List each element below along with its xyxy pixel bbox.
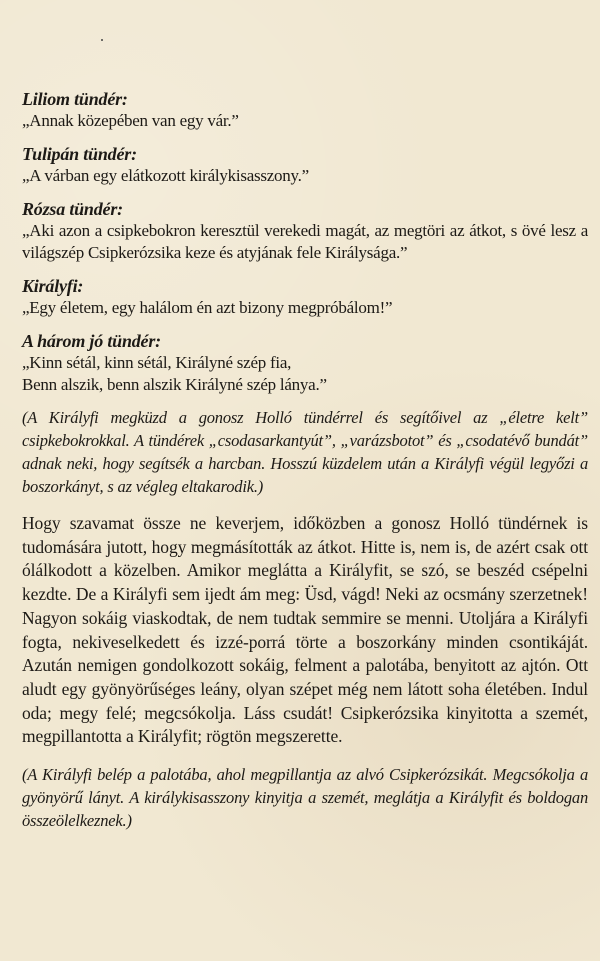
verse-line-2: Benn alszik, benn alszik Királyné szép lánya.”: [22, 375, 327, 394]
line-tulipan: „A várban egy elátkozott királykisasszony.”: [22, 166, 309, 185]
line-kiralyfi: „Egy életem, egy halálom én azt bizony megpróbálom!”: [22, 298, 393, 317]
print-speck: [101, 39, 103, 41]
narrative-paragraph: Hogy szavamat össze ne keverjem, időközben a gonosz Holló tündérnek is tudomására jutott, hogy megmásították az átkot. Hitte is, nem is, de azért csak ott ólálkodott a közelben. Amikor meglátta a Királyfit, se szó, se beszéd csépelni kezdte. De a Királyfi sem ijedt ám meg: Üsd, vágd! Neki az ocsmány szerzetnek! Nagyon sokáig viaskodtak, de nem tudtak semmire se menni. Utoljára a Királyfi fogta, nekiveselkedett és izzé-porrá törte a boszorkány minden csontikáját. Azután nemigen gondolkozott sokáig, felment a palotába, benyitott az ajtón. Ott aludt egy gyönyörűséges leány, olyan szépet még nem látott soha életében. Indul oda; megy felé; megcsókolja. Láss csudát! Csipkerózsika kinyitotta a szemét, megpillantotta a Királyfit; rögtön megszerette.: [22, 513, 588, 747]
speaker-harom-tunder: A három jó tündér:: [22, 331, 161, 351]
line-liliom: „Annak közepében van egy vár.”: [22, 111, 239, 130]
speaker-kiralyfi: Királyfi:: [22, 276, 84, 296]
stage-direction-1: (A Királyfi megküzd a gonosz Holló tündérrel és segítőivel az „életre kelt” csipkebokrokkal. A tündérek „csodasarkantyút”, „varázsbotot” és „csodatévő bundát” adnak neki, hogy segítsék a harcban. Hosszú küzdelem után a Királyfi végül legyőzi a boszorkányt, s az végleg eltakarodik.): [22, 408, 588, 496]
stage-direction-2: (A Királyfi belép a palotába, ahol megpillantja az alvó Csipkerózsikát. Megcsókolja a gyönyörű lányt. A királykisasszony kinyitja a szemét, meglátja a Királyfit és boldogan összeölelkeznek.): [22, 765, 588, 831]
speaker-liliom: Liliom tündér:: [22, 89, 128, 109]
verse-line-1: „Kinn sétál, kinn sétál, Királyné szép fia,: [22, 353, 292, 372]
line-harom-tunder: [22, 352, 588, 396]
speaker-tulipan: Tulipán tündér:: [22, 144, 137, 164]
line-rozsa: „Aki azon a csipkebokron keresztül verekedi magát, az megtöri az átkot, s övé lesz a világszép Csipkerózsika keze és atyjának fele Királysága.”: [22, 221, 588, 262]
speaker-rozsa: Rózsa tündér:: [22, 199, 123, 219]
